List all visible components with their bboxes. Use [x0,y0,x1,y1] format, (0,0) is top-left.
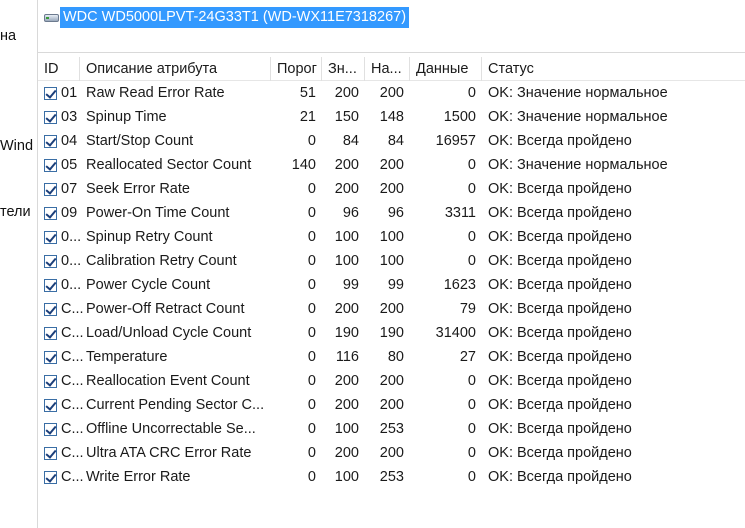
attribute-raw-data: 0 [467,397,476,413]
attribute-raw-data: 31400 [435,325,476,341]
attribute-description: Write Error Rate [86,469,191,485]
attribute-id-cell [38,153,80,177]
attribute-value: 200 [334,157,359,173]
attribute-description: Temperature [86,349,168,365]
attribute-threshold: 0 [307,301,316,317]
attribute-raw-data: 0 [467,181,476,197]
attribute-status: OK: Значение нормальное [488,157,668,173]
table-row[interactable] [38,177,745,201]
row-checkbox[interactable] [44,207,57,220]
attribute-threshold: 0 [307,469,316,485]
attribute-status: OK: Всегда пройдено [488,133,632,149]
attribute-raw-data: 0 [467,85,476,101]
row-checkbox[interactable] [44,279,57,292]
table-row[interactable] [38,201,745,225]
attribute-value: 200 [334,397,359,413]
attribute-description: Spinup Retry Count [86,229,213,245]
left-panel [0,0,37,528]
table-row[interactable] [38,441,745,465]
column-header-id[interactable]: ID [38,57,80,81]
row-checkbox[interactable] [44,351,57,364]
attribute-raw-data: 3311 [444,205,476,221]
table-row[interactable] [38,369,745,393]
attribute-value: 200 [334,85,359,101]
attribute-worst: 100 [379,253,404,269]
table-row[interactable] [38,465,745,489]
attribute-description: Ultra ATA CRC Error Rate [86,445,252,461]
attribute-status: OK: Значение нормальное [488,109,668,125]
attribute-id-cell [38,249,80,273]
attribute-raw-data: 79 [459,301,476,317]
attribute-threshold: 0 [307,421,316,437]
attribute-description: Reallocation Event Count [86,373,250,389]
attribute-id: C... [61,469,84,485]
row-checkbox[interactable] [44,447,57,460]
attribute-worst: 148 [379,109,404,125]
attribute-status: OK: Всегда пройдено [488,445,632,461]
attribute-threshold: 140 [291,157,316,173]
attribute-status: OK: Всегда пройдено [488,349,632,365]
attribute-id-cell [38,273,80,297]
column-header-worst[interactable]: На... [365,57,410,81]
attribute-worst: 253 [379,469,404,485]
attribute-id: 09 [61,205,78,221]
attribute-value: 116 [335,349,359,365]
attribute-raw-data: 16957 [435,133,476,149]
attribute-id: 03 [61,109,78,125]
attribute-raw-data: 0 [467,229,476,245]
attribute-value: 84 [342,133,359,149]
attribute-id: 0... [61,277,82,293]
attribute-raw-data: 0 [467,421,476,437]
device-label[interactable]: WDC WD5000LPVT-24G33T1 (WD-WX11E7318267) [60,7,409,28]
attribute-description: Offline Uncorrectable Se... [86,421,256,437]
attribute-threshold: 0 [307,349,316,365]
attribute-worst: 99 [387,277,404,293]
attribute-threshold: 21 [299,109,316,125]
table-row[interactable] [38,249,745,273]
attribute-id: 07 [61,181,78,197]
attribute-status: OK: Всегда пройдено [488,301,632,317]
attribute-threshold: 0 [307,133,316,149]
attribute-description: Current Pending Sector C... [86,397,265,413]
attribute-id: 05 [61,157,78,173]
attribute-description: Spinup Time [86,109,167,125]
column-header-description[interactable]: Описание атрибута [80,57,271,81]
column-header-threshold[interactable]: Порог [271,57,322,81]
attribute-description: Start/Stop Count [86,133,194,149]
left-panel-text: Wind [0,138,34,154]
attribute-description: Calibration Retry Count [86,253,237,269]
attribute-threshold: 0 [307,229,316,245]
attribute-worst: 200 [379,181,404,197]
attribute-id-cell [38,297,84,321]
attribute-id-cell [38,417,84,441]
attribute-worst: 200 [379,301,404,317]
table-row[interactable] [38,81,745,105]
attribute-threshold: 0 [307,445,316,461]
hard-drive-icon [44,12,59,23]
row-checkbox[interactable] [44,111,57,124]
device-selector[interactable] [44,6,409,28]
attribute-worst: 253 [379,421,404,437]
table-row[interactable] [38,345,745,369]
attribute-status: OK: Всегда пройдено [488,325,632,341]
attribute-value: 100 [334,253,359,269]
attribute-status: OK: Всегда пройдено [488,181,632,197]
attribute-description: Load/Unload Cycle Count [86,325,252,341]
attribute-description: Power Cycle Count [86,277,211,293]
attribute-id: C... [61,325,84,341]
attribute-id-cell [38,345,84,369]
attribute-value: 190 [334,325,359,341]
attribute-threshold: 51 [299,85,316,101]
section-divider [38,52,745,53]
attribute-id: 0... [61,229,82,245]
attribute-id-cell [38,81,80,105]
smart-attributes-table [38,57,745,489]
attribute-raw-data: 0 [467,253,476,269]
attribute-worst: 200 [379,85,404,101]
attribute-raw-data: 0 [467,469,476,485]
attribute-threshold: 0 [307,325,316,341]
attribute-status: OK: Всегда пройдено [488,253,632,269]
table-row[interactable] [38,105,745,129]
row-checkbox[interactable] [44,471,57,484]
attribute-raw-data: 1623 [443,277,476,293]
attribute-worst: 200 [379,445,404,461]
attribute-value: 150 [334,109,359,125]
attribute-id: C... [61,349,84,365]
attribute-status: OK: Значение нормальное [488,85,668,101]
attribute-id-cell [38,201,80,225]
attribute-threshold: 0 [307,397,316,413]
attribute-id-cell [38,105,80,129]
attribute-worst: 96 [387,205,404,221]
attribute-id: C... [61,373,84,389]
attribute-id-cell [38,393,84,417]
table-row[interactable] [38,129,745,153]
attribute-status: OK: Всегда пройдено [488,277,632,293]
attribute-id: C... [61,397,84,413]
attribute-id: C... [61,421,84,437]
attribute-value: 96 [342,205,359,221]
row-checkbox[interactable] [44,183,57,196]
attribute-id-cell [38,129,80,153]
attribute-status: OK: Всегда пройдено [488,469,632,485]
column-header-status[interactable]: Статус [488,60,534,77]
attribute-threshold: 0 [307,373,316,389]
row-checkbox[interactable] [44,231,57,244]
table-row[interactable] [38,225,745,249]
attribute-id: 01 [61,85,78,101]
attribute-status: OK: Всегда пройдено [488,205,632,221]
attribute-id-cell [38,321,84,345]
attribute-id-cell [38,225,80,249]
attribute-id-cell [38,177,80,201]
attribute-id: 04 [61,133,78,149]
attribute-threshold: 0 [307,181,316,197]
table-row[interactable] [38,297,745,321]
attribute-raw-data: 27 [459,349,476,365]
attribute-raw-data: 1500 [443,109,476,125]
column-header-value[interactable]: Зн... [322,57,365,81]
column-header-data[interactable]: Данные [410,57,482,81]
attribute-description: Power-Off Retract Count [86,301,245,317]
attribute-id: C... [61,301,84,317]
row-checkbox[interactable] [44,159,57,172]
attribute-value: 99 [342,277,359,293]
attribute-value: 100 [334,469,359,485]
row-checkbox[interactable] [44,135,57,148]
attribute-status: OK: Всегда пройдено [488,229,632,245]
row-checkbox[interactable] [44,423,57,436]
attribute-value: 100 [334,421,359,437]
attribute-value: 100 [334,229,359,245]
attribute-description: Reallocated Sector Count [86,157,252,173]
attribute-worst: 100 [379,229,404,245]
left-panel-text: на [0,28,17,44]
attribute-worst: 84 [387,133,404,149]
row-checkbox[interactable] [44,375,57,388]
attribute-worst: 200 [379,157,404,173]
table-row[interactable] [38,153,745,177]
row-checkbox[interactable] [44,303,57,316]
attribute-worst: 200 [379,397,404,413]
attribute-worst: 200 [379,373,404,389]
table-row[interactable] [38,417,745,441]
attribute-raw-data: 0 [467,445,476,461]
table-row[interactable] [38,393,745,417]
attribute-description: Seek Error Rate [86,181,190,197]
attribute-status: OK: Всегда пройдено [488,421,632,437]
attribute-raw-data: 0 [467,157,476,173]
attribute-value: 200 [334,301,359,317]
attribute-value: 200 [334,373,359,389]
table-row[interactable] [38,321,745,345]
attribute-raw-data: 0 [467,373,476,389]
attribute-status: OK: Всегда пройдено [488,397,632,413]
attribute-id: C... [61,445,84,461]
attribute-worst: 190 [379,325,404,341]
row-checkbox[interactable] [44,87,57,100]
attribute-value: 200 [334,445,359,461]
row-checkbox[interactable] [44,327,57,340]
attribute-id: 0... [61,253,82,269]
attribute-worst: 80 [387,349,404,365]
attribute-value: 200 [334,181,359,197]
attribute-id-cell [38,465,84,489]
left-panel-text: тели [0,204,31,220]
attribute-threshold: 0 [307,277,316,293]
row-checkbox[interactable] [44,255,57,268]
attribute-description: Raw Read Error Rate [86,85,225,101]
row-checkbox[interactable] [44,399,57,412]
attribute-id-cell [38,369,84,393]
attribute-status: OK: Всегда пройдено [488,373,632,389]
table-header [38,57,745,81]
attribute-description: Power-On Time Count [86,205,230,221]
attribute-threshold: 0 [307,253,316,269]
attribute-threshold: 0 [307,205,316,221]
table-row[interactable] [38,273,745,297]
attribute-id-cell [38,441,84,465]
table-body [38,81,745,489]
